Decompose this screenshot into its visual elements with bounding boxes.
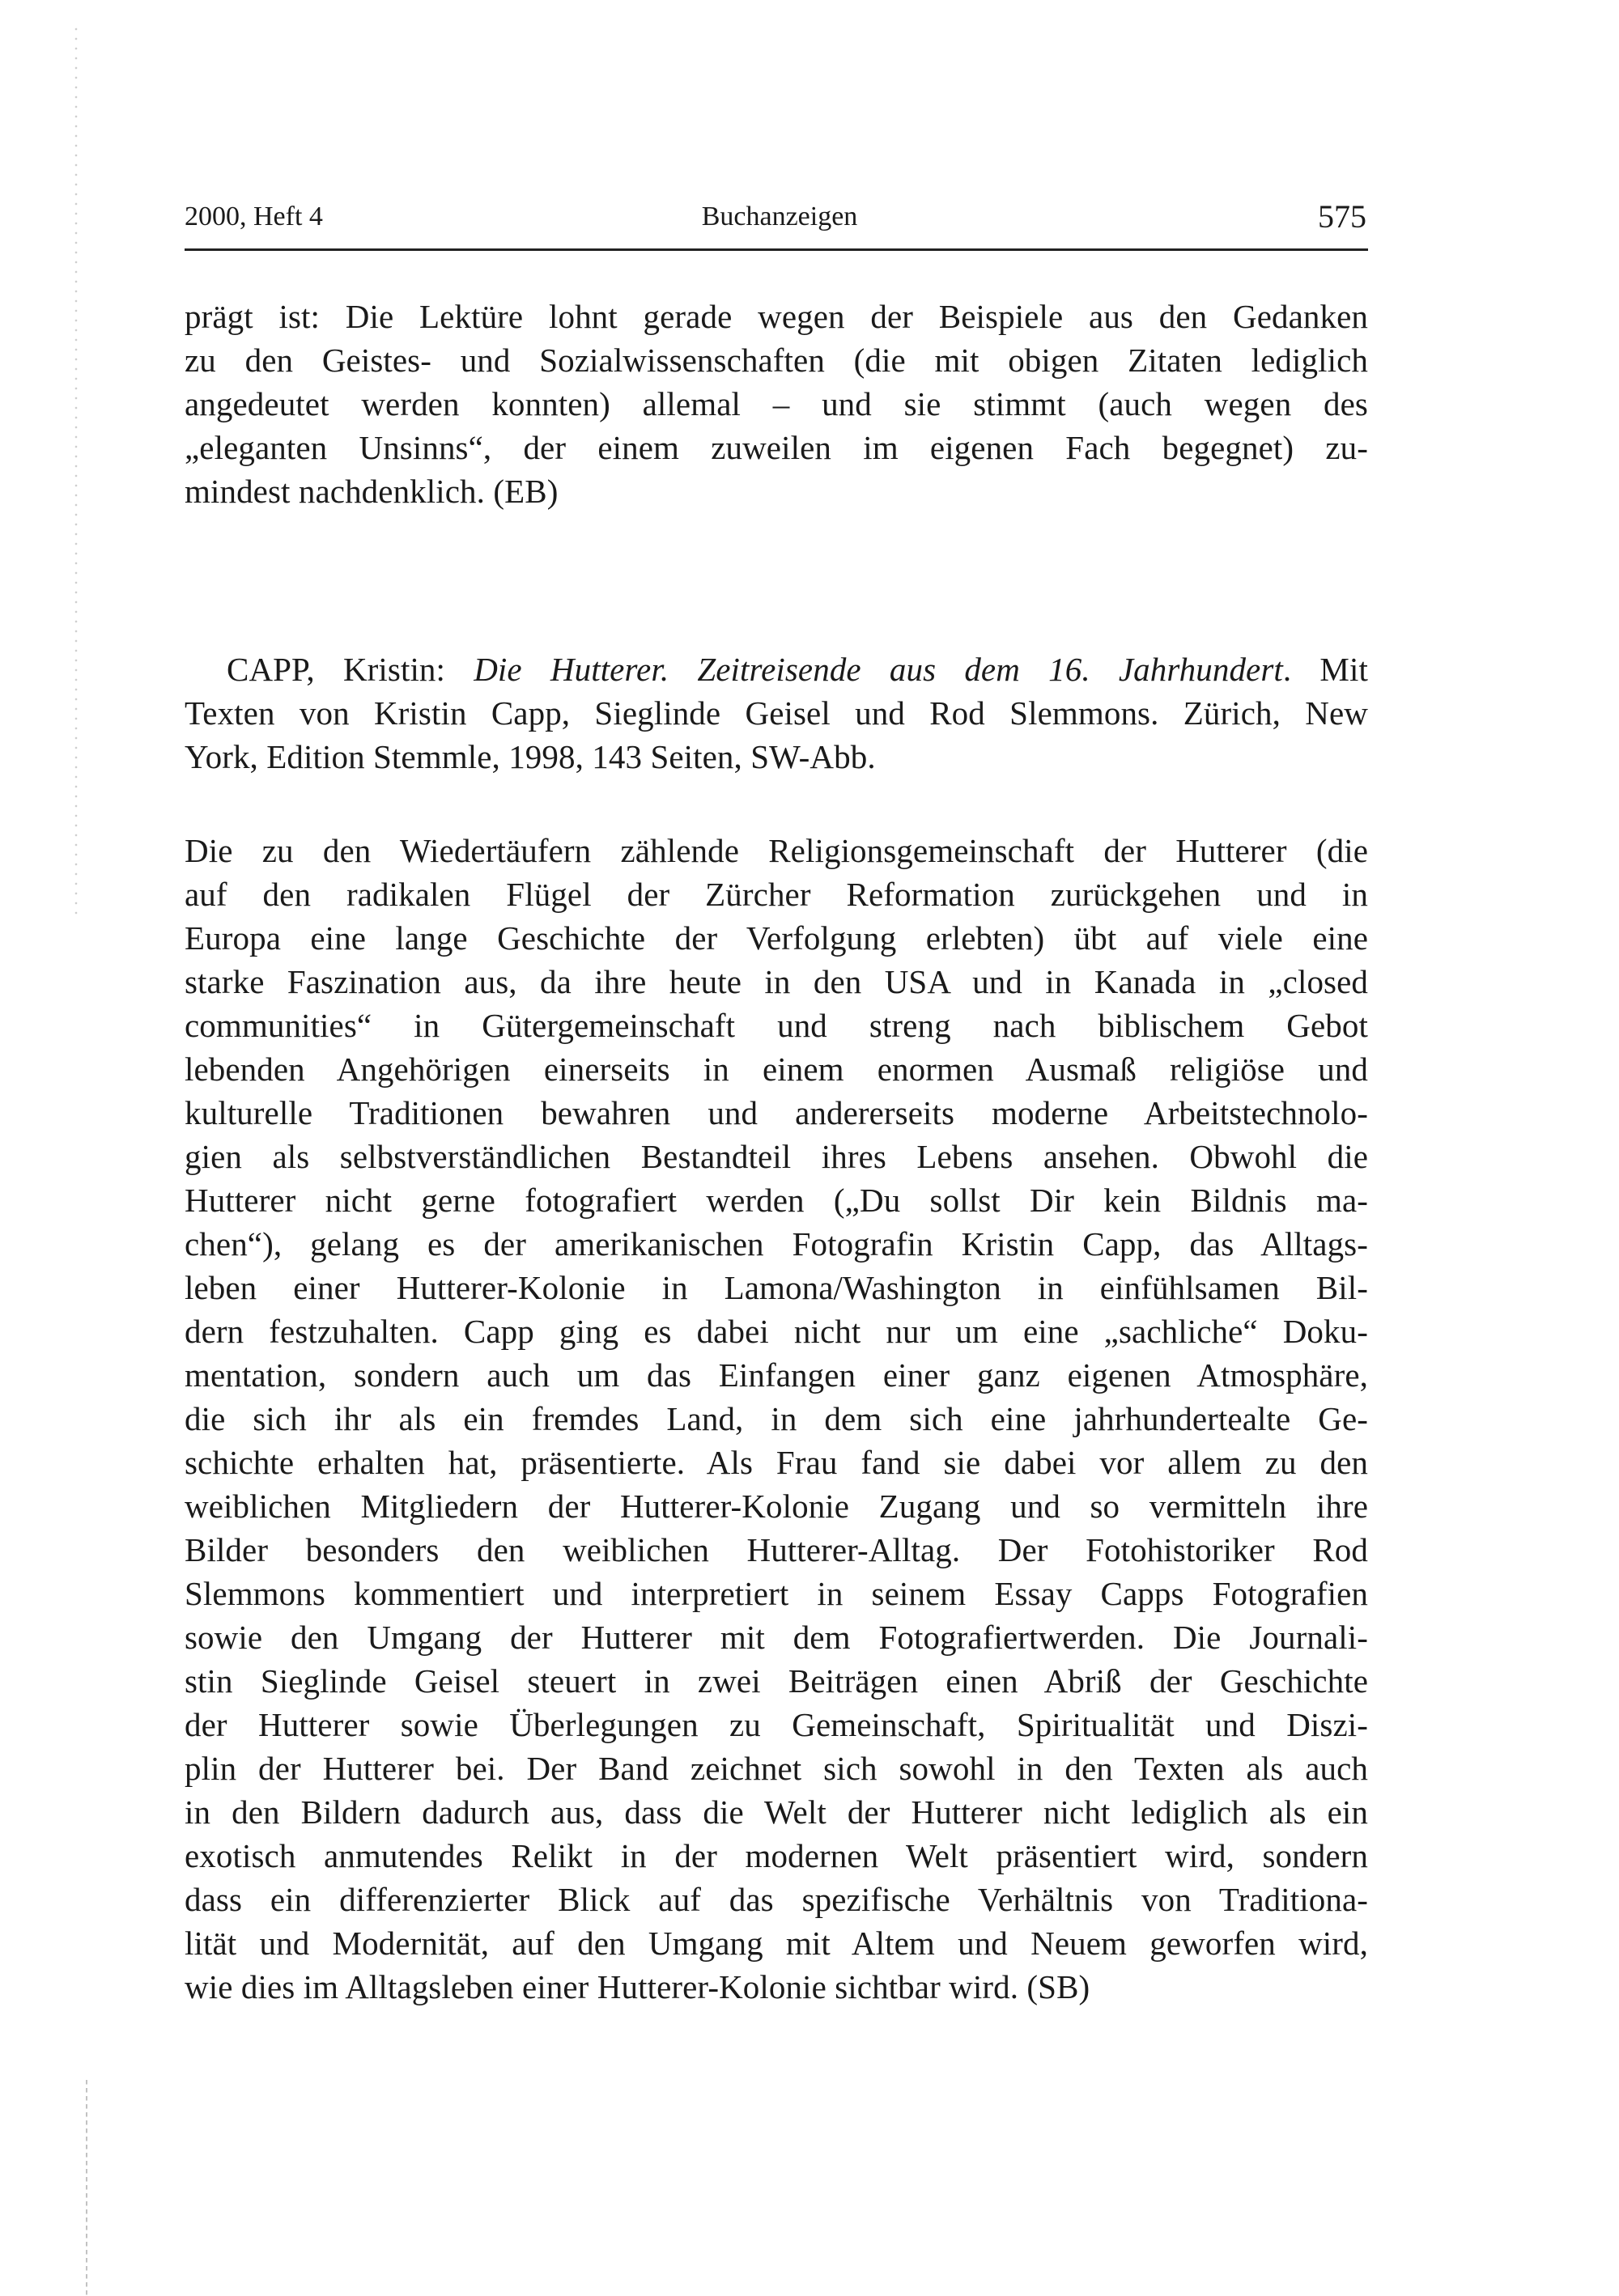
text-line: schichte erhalten hat, präsentierte. Als Frau fand sie dabei vor allem zu den xyxy=(185,1444,1368,1481)
text-line: dern festzuhalten. Capp ging es dabei nicht nur um eine „sachliche“ Doku- xyxy=(185,1313,1368,1350)
text-line: gien als selbstverständlichen Bestandteil ihres Lebens ansehen. Obwohl die xyxy=(185,1138,1368,1175)
scan-margin-artifact xyxy=(86,2080,87,2296)
text-line: lebenden Angehörigen einerseits in einem enormen Ausmaß religiöse und xyxy=(185,1050,1368,1088)
text-line: die sich ihr als ein fremdes Land, in dem sich eine jahrhundertealte Ge- xyxy=(185,1400,1368,1437)
previous-review-ending xyxy=(185,295,1368,513)
review-body xyxy=(185,829,1368,2009)
text-line: weiblichen Mitgliedern der Hutterer-Kolonie Zugang und so vermitteln ihre xyxy=(185,1488,1368,1525)
text-line: Europa eine lange Geschichte der Verfolgung erlebten) übt auf viele eine xyxy=(185,919,1368,957)
text-line: exotisch anmutendes Relikt in der modernen Welt präsentiert wird, sondern xyxy=(185,1837,1368,1874)
text-line: lität und Modernität, auf den Umgang mit Altem und Neuem geworfen wird, xyxy=(185,1925,1368,1962)
text-line: Bilder besonders den weiblichen Hutterer-Alltag. Der Fotohistoriker Rod xyxy=(185,1531,1368,1568)
citation-line: Texten von Kristin Capp, Sieglinde Geisel und Rod Slemmons. Zürich, New xyxy=(185,694,1368,732)
text-line: plin der Hutterer bei. Der Band zeichnet sich sowohl in den Texten als auch xyxy=(185,1750,1368,1787)
book-title: Die Hutterer. Zeitreisende aus dem 16. Jahrhundert xyxy=(474,651,1283,688)
text-line: angedeutet werden konnten) allemal – und sie stimmt (auch wegen des xyxy=(185,385,1368,422)
header-rule xyxy=(185,248,1368,251)
issue-label: 2000, Heft 4 xyxy=(185,202,323,231)
text-line: sowie den Umgang der Hutterer mit dem Fotografiertwerden. Die Journali- xyxy=(185,1619,1368,1656)
text-line: chen“), gelang es der amerikanischen Fotografin Kristin Capp, das Alltags- xyxy=(185,1225,1368,1263)
text-line: mindest nachdenklich. (EB) xyxy=(185,473,559,510)
page-number: 575 xyxy=(1318,198,1366,235)
citation-tail: . Mit xyxy=(1282,651,1368,688)
book-citation xyxy=(185,647,1368,779)
text-line: zu den Geistes- und Sozialwissenschaften (die mit obigen Zitaten lediglich xyxy=(185,342,1368,379)
citation-author: CAPP, Kristin: xyxy=(227,651,446,688)
text-line: Die zu den Wiedertäufern zählende Religionsgemeinschaft der Hutterer (die xyxy=(185,832,1368,869)
running-head xyxy=(185,193,1366,241)
text-line: der Hutterer sowie Überlegungen zu Gemeinschaft, Spiritualität und Diszi- xyxy=(185,1706,1368,1743)
text-line: prägt ist: Die Lektüre lohnt gerade wegen der Beispiele aus den Gedanken xyxy=(185,298,1368,335)
text-line: starke Faszination aus, da ihre heute in den USA und in Kanada in „closed xyxy=(185,963,1368,1000)
text-line: wie dies im Alltagsleben einer Hutterer-Kolonie sichtbar wird. (SB) xyxy=(185,1968,1090,2005)
text-line: Slemmons kommentiert und interpretiert in seinem Essay Capps Fotografien xyxy=(185,1575,1368,1612)
text-line: „eleganten Unsinns“, der einem zuweilen im eigenen Fach begegnet) zu- xyxy=(185,429,1368,466)
text-line: kulturelle Traditionen bewahren und andererseits moderne Arbeitstechnolo- xyxy=(185,1094,1368,1131)
text-line: Hutterer nicht gerne fotografiert werden („Du sollst Dir kein Bildnis ma- xyxy=(185,1182,1368,1219)
text-line: dass ein differenzierter Blick auf das spezifische Verhältnis von Traditiona- xyxy=(185,1881,1368,1918)
citation-line: York, Edition Stemmle, 1998, 143 Seiten, SW-Abb. xyxy=(185,738,876,775)
text-line: stin Sieglinde Geisel steuert in zwei Beiträgen einen Abriß der Geschichte xyxy=(185,1662,1368,1700)
citation-line xyxy=(185,647,1368,691)
section-title: Buchanzeigen xyxy=(701,202,858,231)
scan-margin-artifact xyxy=(74,24,78,915)
text-line: auf den radikalen Flügel der Zürcher Reformation zurückgehen und in xyxy=(185,876,1368,913)
text-line: mentation, sondern auch um das Einfangen einer ganz eigenen Atmosphäre, xyxy=(185,1356,1368,1394)
text-line: communities“ in Gütergemeinschaft und streng nach biblischem Gebot xyxy=(185,1007,1368,1044)
text-line: leben einer Hutterer-Kolonie in Lamona/Washington in einfühlsamen Bil- xyxy=(185,1269,1368,1306)
text-line: in den Bildern dadurch aus, dass die Welt der Hutterer nicht lediglich als ein xyxy=(185,1793,1368,1831)
